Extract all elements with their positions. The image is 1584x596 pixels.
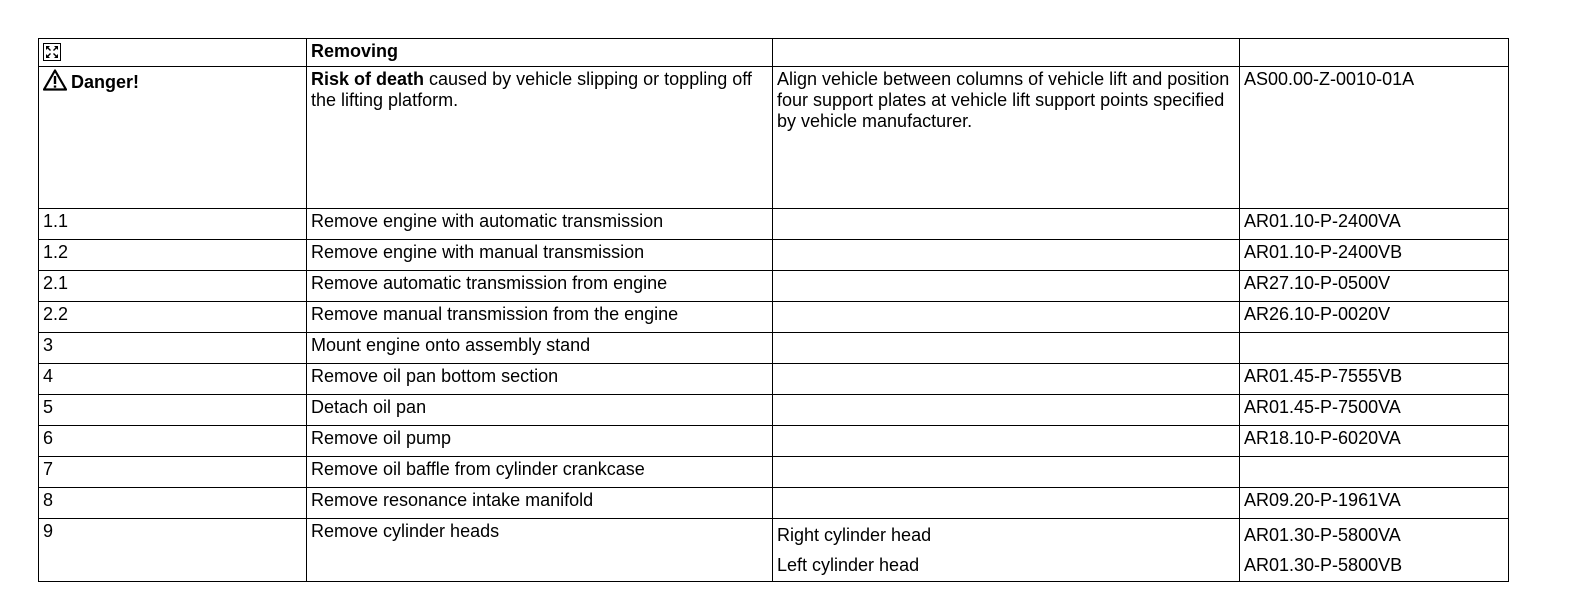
step-note: Left cylinder head [777, 555, 920, 575]
danger-remedy: Align vehicle between columns of vehicle lift and position four support plates at vehicle lift support points specified by vehicle manufacturer. [773, 67, 1240, 209]
step-note [773, 488, 1240, 519]
header-row [39, 39, 1509, 67]
step-ref-link[interactable]: AR26.10-P-0020V [1240, 302, 1509, 333]
step-ref-link[interactable]: AR01.45-P-7555VB [1240, 364, 1509, 395]
step-note [773, 457, 1240, 488]
step-note [773, 364, 1240, 395]
step-action: Detach oil pan [307, 395, 773, 426]
step-row [39, 519, 1509, 582]
step-ref-link[interactable]: AR01.30-P-5800VB [1244, 555, 1403, 575]
step-number: 1.1 [39, 209, 307, 240]
step-action: Remove oil pan bottom section [307, 364, 773, 395]
step-number: 9 [39, 519, 307, 582]
danger-risk-cell [307, 67, 773, 209]
header-title: Removing [307, 39, 773, 67]
step-ref-link[interactable]: AR01.30-P-5800VA [1244, 525, 1401, 545]
step-action: Remove manual transmission from the engine [307, 302, 773, 333]
step-number: 2.1 [39, 271, 307, 302]
step-ref-link[interactable]: AR27.10-P-0500V [1240, 271, 1509, 302]
step-notes [773, 519, 1240, 582]
step-row [39, 302, 1509, 333]
step-action: Remove resonance intake manifold [307, 488, 773, 519]
step-number: 6 [39, 426, 307, 457]
step-number: 5 [39, 395, 307, 426]
step-row [39, 395, 1509, 426]
step-number: 7 [39, 457, 307, 488]
step-note [773, 209, 1240, 240]
step-note [773, 426, 1240, 457]
step-action: Remove engine with manual transmission [307, 240, 773, 271]
step-action: Remove oil baffle from cylinder crankcase [307, 457, 773, 488]
warning-triangle-icon [43, 69, 67, 91]
header-icon-cell [39, 39, 307, 67]
step-number: 1.2 [39, 240, 307, 271]
step-ref-link[interactable]: AR01.10-P-2400VA [1240, 209, 1509, 240]
header-empty-cell [1240, 39, 1509, 67]
step-row [39, 426, 1509, 457]
procedure-table [38, 38, 1509, 582]
step-refs [1240, 519, 1509, 582]
step-note [773, 302, 1240, 333]
step-ref-link[interactable]: AR01.45-P-7500VA [1240, 395, 1509, 426]
expand-arrows-icon[interactable] [43, 43, 61, 61]
step-ref-link [1240, 333, 1509, 364]
step-row [39, 457, 1509, 488]
step-action: Remove engine with automatic transmission [307, 209, 773, 240]
risk-text: caused by vehicle slipping or toppling off the lifting platform. [311, 69, 752, 110]
step-ref-link[interactable]: AR01.10-P-2400VB [1240, 240, 1509, 271]
step-note [773, 271, 1240, 302]
step-number: 4 [39, 364, 307, 395]
danger-label: Danger! [71, 72, 140, 92]
step-row [39, 333, 1509, 364]
step-number: 2.2 [39, 302, 307, 333]
step-ref-link [1240, 457, 1509, 488]
step-row [39, 364, 1509, 395]
step-action: Remove automatic transmission from engine [307, 271, 773, 302]
step-row [39, 488, 1509, 519]
step-action: Mount engine onto assembly stand [307, 333, 773, 364]
step-action: Remove oil pump [307, 426, 773, 457]
step-note [773, 395, 1240, 426]
step-row [39, 209, 1509, 240]
step-note: Right cylinder head [777, 525, 932, 545]
step-row [39, 271, 1509, 302]
step-row [39, 240, 1509, 271]
step-ref-link[interactable]: AR09.20-P-1961VA [1240, 488, 1509, 519]
step-ref-link[interactable]: AR18.10-P-6020VA [1240, 426, 1509, 457]
step-number: 8 [39, 488, 307, 519]
danger-row [39, 67, 1509, 209]
header-empty-cell [773, 39, 1240, 67]
step-number: 3 [39, 333, 307, 364]
step-note [773, 240, 1240, 271]
step-action: Remove cylinder heads [307, 519, 773, 582]
danger-ref-link[interactable]: AS00.00-Z-0010-01A [1240, 67, 1509, 209]
danger-label-cell [39, 67, 307, 209]
step-note [773, 333, 1240, 364]
risk-heading: Risk of death [311, 69, 425, 89]
